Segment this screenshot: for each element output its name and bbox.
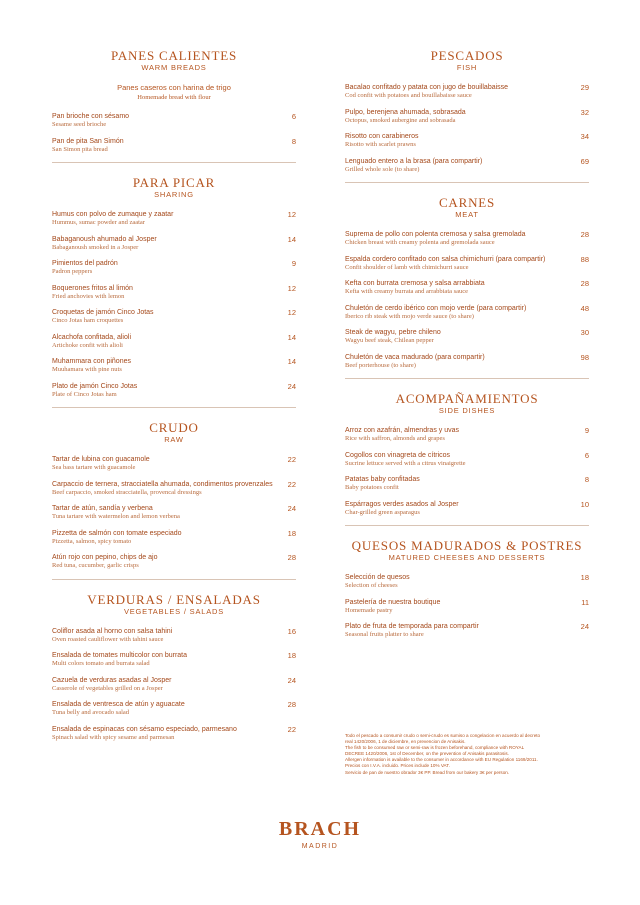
menu-item-text: [345, 108, 567, 126]
menu-item-price: 24: [287, 675, 296, 685]
menu-item-text: [345, 451, 567, 469]
section-divider: [52, 162, 296, 163]
menu-item-text: [52, 210, 274, 228]
menu-item-name: Croquetas de jamón Cinco Jotas: [52, 309, 154, 316]
section-subtitle: SIDE DISHES: [438, 406, 496, 415]
allergen-footnote: [345, 733, 595, 776]
menu-item-description: Plate of Cinco Jotas ham: [52, 390, 117, 398]
menu-section: [52, 592, 296, 743]
menu-item-description: Confit shoulder of lamb with chimichurri sauce: [345, 263, 469, 271]
menu-item-description: Multi colors tomato and burrata salad: [52, 660, 150, 667]
menu-item-description: Risotto with scarlet prawns: [345, 141, 416, 148]
brand-city: MADRID: [301, 843, 339, 850]
menu-item-price: 30: [580, 328, 589, 337]
menu-item-price: 9: [291, 259, 296, 268]
menu-item-name: Plato de jamón Cinco Jotas: [52, 382, 138, 390]
menu-item-name: Arroz con azafrán, almendras y uvas: [345, 427, 459, 434]
menu-item-price: 6: [291, 112, 296, 121]
menu-item-description: Sucrine lettuce served with a citrus vinaigrette: [345, 459, 466, 467]
menu-item-description: San Simon pita bread: [52, 145, 108, 153]
menu-item-description: Spinach salad with spicy sesame and parmesan: [52, 733, 175, 741]
menu-item: [345, 451, 589, 469]
menu-item-name: Boquerones fritos al limón: [52, 284, 133, 292]
menu-item-price: 22: [287, 479, 296, 489]
right-column: [345, 48, 589, 648]
menu-item-name: Espalda cordero confitado con salsa chimichurri (para compartir): [345, 255, 546, 263]
section-subtitle: VEGETABLES / SALADS: [123, 606, 225, 616]
menu-item: [52, 529, 296, 547]
menu-item-text: [52, 235, 274, 253]
menu-item-text: [52, 725, 274, 743]
menu-item-text: [52, 137, 274, 155]
menu-item-description: Padron peppers: [52, 268, 93, 275]
menu-item-description: Sesame seed brioche: [52, 121, 107, 128]
menu-item-name: Tartar de atún, sandía y verbena: [52, 505, 153, 512]
menu-item-text: [52, 112, 274, 130]
menu-item-text: [345, 573, 567, 591]
menu-item-description: Grilled whole sole (to share): [345, 165, 420, 173]
menu-item-name: Chuletón de vaca madurado (para compartir): [345, 353, 485, 361]
menu-item: [345, 328, 589, 346]
menu-item: [52, 627, 296, 645]
menu-item: [52, 357, 296, 375]
section-title: CARNES: [438, 195, 496, 210]
menu-item-name: Selección de quesos: [345, 574, 410, 581]
menu-item-name: Pan brioche con sésamo: [52, 113, 130, 120]
menu-item-price: 88: [580, 254, 589, 264]
menu-item-description: Wagyu beef steak, Chilean pepper: [345, 337, 434, 344]
menu-item-description: Cod confit with potatoes and bouillabaisse sauce: [345, 92, 472, 99]
menu-item: [345, 475, 589, 493]
menu-item-price: 10: [580, 499, 589, 509]
menu-item-price: 8: [291, 136, 296, 146]
menu-item-text: [345, 500, 567, 518]
menu-item-description: Kefta with creamy burrata and arrabbiata sauce: [345, 288, 469, 295]
section-subtitle: MATURED CHEESES AND DESSERTS: [388, 553, 546, 562]
menu-item: [345, 279, 589, 297]
menu-item-name: Plato de fruta de temporada para compartir: [345, 623, 479, 630]
footnote-line: DECREE 1420/2006, 1st of December, on the prevention of Anisakis parasitosis.: [345, 751, 509, 757]
menu-item-text: [345, 426, 567, 444]
menu-item-text: [52, 382, 274, 400]
menu-item-text: [52, 676, 274, 694]
menu-item-price: 18: [287, 528, 296, 538]
menu-item-price: 18: [580, 573, 589, 582]
section-subtitle: RAW: [164, 435, 184, 444]
menu-item-description: Char-grilled green asparagus: [345, 508, 420, 516]
menu-item: [52, 284, 296, 302]
menu-item-price: 48: [580, 303, 589, 313]
menu-item-name: Alcachofa confitada, alioli: [52, 333, 131, 341]
menu-item: [52, 308, 296, 326]
section-note: Panes caseros con harina de trigo: [117, 83, 231, 92]
menu-item: [345, 426, 589, 444]
menu-item-name: Pizzetta de salmón con tomate especiado: [52, 529, 182, 537]
menu-item: [345, 230, 589, 248]
menu-item-name: Pastelería de nuestra boutique: [345, 598, 441, 606]
section-subtitle: FISH: [456, 63, 478, 72]
menu-item: [345, 622, 589, 640]
menu-item-price: 69: [580, 156, 589, 166]
menu-item-description: Pizzetta, salmon, spicy tomato: [52, 537, 132, 545]
menu-item-text: [52, 553, 274, 571]
section-subtitle: MEAT: [455, 210, 479, 219]
menu-item-text: [345, 304, 567, 322]
menu-item-text: [52, 504, 274, 522]
menu-item-price: 28: [287, 700, 296, 709]
menu-item-description: Hummus, sumac powder and zaatar: [52, 219, 145, 226]
menu-item-price: 98: [580, 352, 589, 362]
menu-item-text: [345, 328, 567, 346]
menu-item-name: Suprema de pollo con polenta cremosa y salsa gremolada: [345, 231, 526, 238]
menu-item-description: Seasonal fruits platter to share: [345, 631, 424, 638]
menu-item-name: Muhammara con piñones: [52, 358, 131, 365]
menu-item: [52, 504, 296, 522]
menu-item-name: Tartar de lubina con guacamole: [52, 456, 150, 463]
menu-item: [345, 255, 589, 273]
menu-item-text: [52, 284, 274, 302]
section-subtitle: WARM BREADS: [141, 63, 207, 72]
menu-item: [345, 108, 589, 126]
menu-item: [52, 651, 296, 669]
menu-item-price: 32: [580, 107, 589, 117]
menu-section: [345, 538, 589, 640]
menu-item: [52, 676, 296, 694]
menu-item-name: Carpaccio de ternera, stracciatella ahumada, condimentos provenzales: [52, 480, 273, 488]
menu-section: [345, 391, 589, 517]
footnote-line: The fish to be consumed raw or semi-raw is frozen beforehand, compliance with ROYAL: [345, 745, 525, 751]
menu-item-name: Ensalada de tomates multicolor con burrata: [52, 652, 188, 659]
menu-section: [52, 48, 296, 154]
menu-item-text: [345, 475, 567, 493]
menu-item-price: 9: [584, 426, 589, 435]
menu-item-description: Octopus, smoked aubergine and sobrasada: [345, 116, 456, 124]
menu-item-price: 28: [580, 279, 589, 288]
menu-item-price: 16: [287, 626, 296, 636]
menu-item-name: Atún rojo con pepino, chips de ajo: [52, 554, 158, 561]
menu-item-description: Babaganoush smoked in a Josper: [52, 243, 139, 251]
menu-item-price: 24: [580, 622, 589, 631]
menu-item: [52, 210, 296, 228]
menu-item-description: Fried anchovies with lemon: [52, 292, 125, 300]
menu-item: [52, 259, 296, 277]
section-divider: [345, 182, 589, 183]
menu-item-name: Ensalada de espinacas con sésamo especiado, parmesano: [52, 725, 237, 733]
menu-item-price: 24: [287, 504, 296, 513]
menu-item-description: Oven roasted cauliflower with tahini sauce: [52, 635, 164, 643]
menu-item-text: [345, 598, 567, 616]
menu-item-text: [345, 230, 567, 248]
menu-section: [345, 48, 589, 174]
menu-item: [52, 455, 296, 473]
menu-item-name: Kefta con burrata cremosa y salsa arrabbiata: [345, 280, 485, 287]
menu-item-name: Bacalao confitado y patata con jugo de bouillabaisse: [345, 84, 509, 91]
brand-name: BRACH: [278, 818, 362, 840]
menu-item-text: [52, 308, 274, 326]
menu-item-name: Cogollos con vinagreta de cítricos: [345, 451, 451, 459]
menu-item-description: Beef carpaccio, smoked stracciatella, provencal dressings: [52, 488, 202, 496]
menu-item-description: Casserole of vegetables grilled on a Josper: [52, 684, 163, 692]
section-title: VERDURAS / ENSALADAS: [87, 591, 261, 607]
menu-item: [52, 700, 296, 718]
menu-item-description: Iberico rib steak with mojo verde sauce (to share): [345, 312, 474, 320]
menu-item-name: Pimientos del padrón: [52, 260, 118, 267]
menu-item-text: [345, 622, 567, 640]
menu-item-price: 29: [580, 83, 589, 92]
menu-item: [52, 725, 296, 743]
section-title: PANES CALIENTES: [110, 48, 237, 63]
menu-item-price: 18: [287, 651, 296, 660]
menu-item-name: Espárragos verdes asados al Josper: [345, 500, 459, 508]
footnote-line: Precios con I.V.A. incluido. Prices include 10% VAT.: [345, 763, 450, 769]
section-divider: [345, 378, 589, 379]
footnote-line: Allergen information is available to the consumer in accordance with EU Regulation 1169/2011.: [345, 757, 538, 763]
menu-item-description: Beef porterhouse (to share): [345, 361, 416, 369]
menu-item-description: Selection of cheeses: [345, 582, 398, 589]
menu-item-text: [52, 627, 274, 645]
section-divider: [345, 525, 589, 526]
menu-item-description: Muuhamara with pine nuts: [52, 366, 122, 373]
section-title: PARA PICAR: [132, 175, 216, 190]
menu-item-name: Steak de wagyu, pebre chileno: [345, 329, 441, 336]
menu-item-name: Ensalada de ventresca de atún y aguacate: [52, 701, 185, 708]
menu-item: [345, 353, 589, 371]
menu-item-description: Tuna belly and avocado salad: [52, 709, 130, 716]
menu-item-description: Homemade pastry: [345, 606, 393, 614]
menu-item-price: 6: [584, 450, 589, 460]
menu-item: [345, 132, 589, 150]
menu-item-price: 12: [287, 283, 296, 293]
menu-item-description: Red tuna, cucumber, garlic crisps: [52, 562, 139, 569]
menu-item: [52, 333, 296, 351]
menu-item-text: [345, 132, 567, 150]
footnote-line: real 1420/2006, 1 de diciembre, en prevencion de Anisakis.: [345, 739, 466, 745]
menu-item-text: [345, 157, 567, 175]
menu-item-text: [345, 353, 567, 371]
menu-item-text: [52, 700, 274, 718]
menu-item-text: [345, 279, 567, 297]
menu-item-price: 24: [287, 381, 296, 391]
left-column: [52, 48, 296, 750]
menu-item-name: Chuletón de cerdo ibérico con mojo verde (para compartir): [345, 304, 527, 312]
section-divider: [52, 579, 296, 580]
menu-item-price: 22: [287, 455, 296, 464]
menu-item-name: Risotto con carabineros: [345, 133, 419, 140]
menu-item-text: [52, 259, 274, 277]
menu-item: [52, 235, 296, 253]
menu-item-description: Artichoke confit with alioli: [52, 341, 123, 349]
menu-item: [52, 382, 296, 400]
menu-item-description: Sea bass tartare with guacamole: [52, 464, 136, 471]
menu-item-text: [345, 83, 567, 101]
menu-item-description: Baby potatoes confit: [345, 484, 399, 491]
menu-item-description: Cinco Jotas ham croquettes: [52, 317, 124, 324]
menu-item: [345, 83, 589, 101]
menu-item-price: 14: [287, 357, 296, 366]
menu-item-name: Humus con polvo de zumaque y zaatar: [52, 211, 174, 218]
menu-item-text: [52, 529, 274, 547]
menu-item-description: Chicken breast with creamy polenta and gremolada sauce: [345, 239, 495, 246]
menu-item-price: 8: [584, 475, 589, 484]
menu-item-name: Coliflor asada al horno con salsa tahini: [52, 627, 173, 635]
menu-section: [345, 195, 589, 370]
menu-section: [52, 420, 296, 571]
menu-item: [52, 480, 296, 498]
menu-item-price: 22: [287, 724, 296, 734]
section-subtitle: SHARING: [154, 190, 194, 199]
menu-item: [345, 157, 589, 175]
menu-item-name: Lenguado entero a la brasa (para compartir): [345, 157, 483, 165]
menu-item-text: [52, 651, 274, 669]
section-title: QUESOS MADURADOS & POSTRES: [351, 538, 583, 553]
menu-item-text: [52, 455, 274, 473]
menu-item-text: [52, 480, 274, 498]
menu-item: [345, 500, 589, 518]
menu-section: [52, 175, 296, 399]
menu-item-price: 34: [580, 132, 589, 141]
menu-item-description: Tuna tartare with watermelon and lemon verbena: [52, 513, 180, 520]
section-title: ACOMPAÑAMIENTOS: [395, 391, 539, 406]
menu-item-text: [345, 255, 567, 273]
menu-item-price: 12: [287, 210, 296, 219]
brand-logo: [0, 818, 640, 850]
menu-item-text: [52, 357, 274, 375]
menu-item-price: 14: [287, 234, 296, 244]
menu-item: [345, 573, 589, 591]
section-title: PESCADOS: [430, 48, 504, 63]
menu-item-price: 28: [580, 230, 589, 239]
footnote-line: Servicio de pan de nuestro obrador 3€ PP. Bread from our bakery 3€ per person.: [345, 769, 510, 775]
menu-item-name: Pan de pita San Simón: [52, 137, 124, 145]
menu-item: [345, 304, 589, 322]
section-divider: [52, 407, 296, 408]
menu-item-name: Cazuela de verduras asadas al Josper: [52, 676, 172, 684]
footnote-line: Todo el pescado a consumir crudo o semi-crudo es sumiso a congelacion en acuerdo al decreto: [345, 733, 541, 738]
menu-item-price: 14: [287, 332, 296, 342]
menu-item-price: 28: [287, 553, 296, 562]
menu-item-description: Rice with saffron, almonds and grapes: [345, 435, 445, 442]
menu-item: [52, 137, 296, 155]
menu-item: [52, 553, 296, 571]
menu-item: [345, 598, 589, 616]
menu-item-name: Pulpo, berenjena ahumada, sobrasada: [345, 108, 466, 116]
menu-item-price: 12: [287, 308, 296, 317]
section-note-english: Homemade bread with flour: [137, 94, 211, 101]
menu-item-text: [52, 333, 274, 351]
menu-item-price: 11: [581, 597, 589, 607]
menu-item: [52, 112, 296, 130]
menu-item-name: Babaganoush ahumado al Josper: [52, 235, 157, 243]
menu-item-name: Patatas baby confitadas: [345, 476, 420, 483]
section-title: CRUDO: [149, 420, 199, 435]
